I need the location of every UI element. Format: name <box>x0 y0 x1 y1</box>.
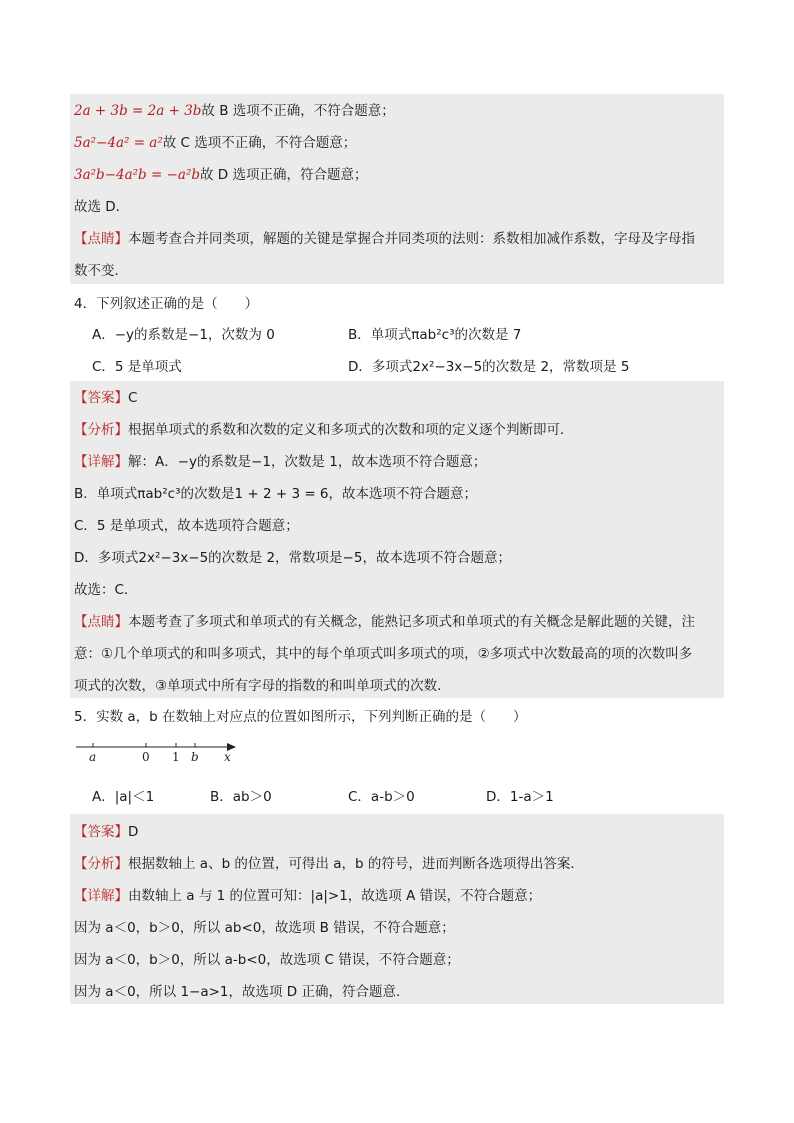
q3-text-d: 故 D 选项正确，符合题意； <box>200 167 368 183</box>
q4-answer-value: C <box>128 390 138 406</box>
q4-analysis <box>74 421 574 439</box>
q3-note-label: 【点睛】 <box>74 231 128 247</box>
q5-option-c: C．a-b＞0 <box>348 789 415 805</box>
label-one: 1 <box>172 750 180 764</box>
q4-option-b: B．单项式πab²c³的次数是 7 <box>348 327 522 343</box>
q4-detail-4: D．多项式2x²−3x−5的次数是 2，常数项是−5，故本选项不符合题意； <box>74 550 511 566</box>
q4-detail-text1: 解：A．−y的系数是−1，次数是 1，故本选项不符合题意； <box>128 454 487 470</box>
q3-choose: 故选 D． <box>74 199 130 215</box>
q4-answer-label: 【答案】 <box>74 390 128 406</box>
q5-detail-1 <box>74 887 541 905</box>
q3-note-line2: 数不变． <box>74 263 128 279</box>
label-b: b <box>191 750 199 764</box>
q5-answer-value: D <box>128 824 139 840</box>
q4-analysis-text: 根据单项式的系数和次数的定义和多项式的次数和项的定义逐个判断即可． <box>128 422 574 438</box>
q5-option-a: A．|a|＜1 <box>92 789 155 805</box>
q4-detail-3: C．5 是单项式，故本选项符合题意； <box>74 518 299 534</box>
q5-detail-4: 因为 a＜0，所以 1−a>1，故选项 D 正确，符合题意． <box>74 984 410 1000</box>
q4-stem: 4．下列叙述正确的是（ ） <box>74 296 259 312</box>
q5-answer-label: 【答案】 <box>74 824 128 840</box>
q5-analysis-label: 【分析】 <box>74 856 128 872</box>
q5-analysis <box>74 855 584 873</box>
q5-answer <box>74 823 138 841</box>
number-line-figure <box>74 736 244 766</box>
q4-detail-label: 【详解】 <box>74 454 128 470</box>
q5-detail-text1: 由数轴上 a 与 1 的位置可知：|a|>1，故选项 A 错误，不符合题意； <box>128 888 542 904</box>
q3-formula-d: 3a²b−4a²b = −a²b <box>74 167 201 183</box>
label-a: a <box>89 750 97 764</box>
q3-note-line1 <box>74 230 695 248</box>
q3-formula-b: 2a + 3b = 2a + 3b <box>74 103 202 119</box>
q4-note-text1: 本题考查了多项式和单项式的有关概念，能熟记多项式和单项式的有关概念是解此题的关键，注 <box>128 614 695 630</box>
solution-block-q3 <box>70 94 724 284</box>
q5-option-b: B．ab＞0 <box>210 789 272 805</box>
q4-analysis-label: 【分析】 <box>74 422 128 438</box>
q3-line-b <box>74 102 395 120</box>
label-zero: 0 <box>142 750 150 764</box>
q4-option-c: C．5 是单项式 <box>92 359 182 375</box>
q3-line-d <box>74 166 368 184</box>
q4-answer <box>74 389 137 407</box>
q5-detail-2: 因为 a＜0，b＞0，所以 ab<0，故选项 B 错误，不符合题意； <box>74 920 455 936</box>
q4-note-2: 意：①几个单项式的和叫多项式，其中的每个单项式叫多项式的项，②多项式中次数最高的项的次数叫多 <box>74 646 693 662</box>
q4-detail-2: B．单项式πab²c³的次数是1 + 2 + 3 = 6，故本选项不符合题意； <box>74 486 478 502</box>
q5-option-d: D．1-a＞1 <box>486 789 554 805</box>
label-x: x <box>224 750 231 764</box>
q5-stem: 5．实数 a，b 在数轴上对应点的位置如图所示，下列判断正确的是（ ） <box>74 709 527 725</box>
q4-note-3: 项式的次数，③单项式中所有字母的指数的和叫单项式的次数． <box>74 678 451 694</box>
q4-option-a: A．−y的系数是−1，次数为 0 <box>92 327 275 343</box>
q5-analysis-text: 根据数轴上 a、b 的位置，可得出 a，b 的符号，进而判断各选项得出答案． <box>128 856 584 872</box>
q4-detail-1 <box>74 453 486 471</box>
q4-note-label: 【点睛】 <box>74 614 128 630</box>
q5-detail-3: 因为 a＜0，b＞0，所以 a-b<0，故选项 C 错误，不符合题意； <box>74 952 460 968</box>
q3-formula-c: 5a²−4a² = a² <box>74 135 163 151</box>
q4-detail-5: 故选：C． <box>74 582 138 598</box>
q4-option-d: D．多项式2x²−3x−5的次数是 2，常数项是 5 <box>348 359 630 375</box>
q4-note-1 <box>74 613 695 631</box>
q3-line-c <box>74 134 356 152</box>
q3-text-b: 故 B 选项不正确，不符合题意； <box>201 103 395 119</box>
solution-block-q5 <box>70 814 724 1004</box>
q3-text-c: 故 C 选项不正确，不符合题意； <box>162 135 357 151</box>
q5-detail-label: 【详解】 <box>74 888 128 904</box>
q3-note-text1: 本题考查合并同类项，解题的关键是掌握合并同类项的法则：系数相加减作系数，字母及字母指 <box>128 231 695 247</box>
